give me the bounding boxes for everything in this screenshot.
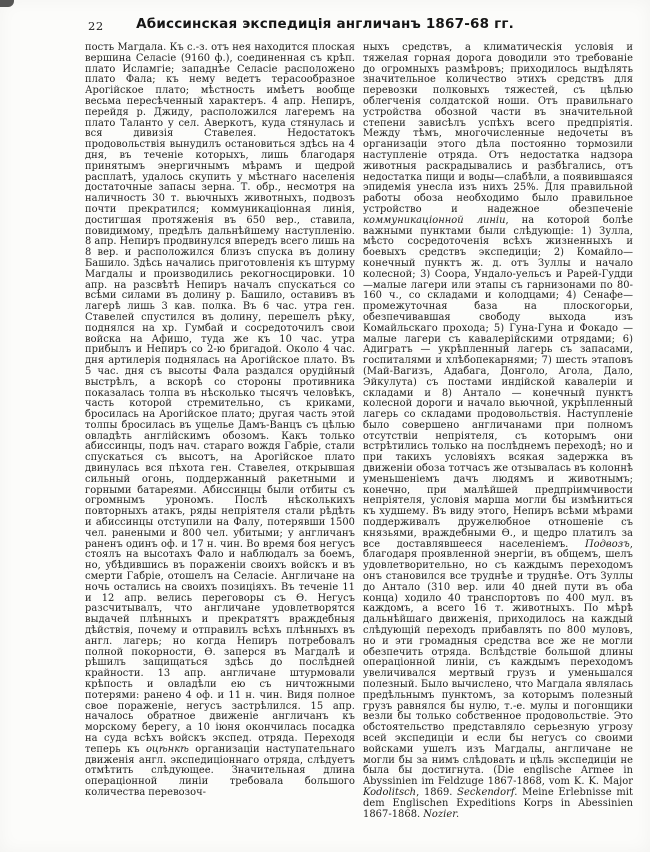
scan-artifact xyxy=(0,0,14,7)
text-column-left: пость Магдала. Къ с.-з. отъ нея находится плоская вершина Селасіе (9160 ф.), соединенная съ крѣп. плато Исламгіе; западнѣе Селасіе расположено плато Фала; къ нему ведетъ терасообразное Арогійское плато; мѣстность имѣетъ вообще весьма пересѣченный характеръ. 4 апр. Непиръ, перейдя р. Джиду, расположился лагеремъ на плато Таланто у сел. Аверкотъ, куда стянулась и вся дивизія Ставелея. Недостатокъ продовольствія вынудилъ остановиться здѣсь на 4 дня, въ теченіе которыхъ, лишь благодаря принятымъ энергичнымъ мѣрамъ и щедрой расплатѣ, удалось скупить у мѣстнаго населенія достаточные запасы зерна. Т. обр., несмотря на наличность 30 т. вьючныхъ животныхъ, подвозъ почти прекратился; коммуникаціонная линія, достигшая протяженія въ 650 вер., ставила, повидимому, предѣлъ дальнѣйшему наступленію. 8 апр. Непиръ продвинулся впередъ всего лишь на 8 вер. и расположился близъ спуска въ долину Башило. Здѣсь начались приготовленія къ штурму Магдалы и производились рекогносцировки. 10 апр. на разсвѣтѣ Непиръ началъ спускаться со всѣми силами въ долину р. Башило, оставивъ въ лагерѣ лишь 3 кав. полка. Въ 6 час. утра ген. Ставелей спустился въ долину, перешелъ рѣку, поднялся на хр. Гумбай и сосредоточилъ свои войска на Афишо, туда же къ 10 час. утра прибылъ и Непиръ со 2-ю бригадой. Около 4 час. дня артилерія поднялась на Арогійское плато. Въ 5 час. дня съ высоты Фала раздался орудійный выстрѣлъ, а вскорѣ со стороны противника показалась толпа въ нѣсколько тысячъ человѣкъ, часть которой стремительно, съ криками, бросилась на Арогійское плато; другая часть этой толпы бросилась въ ущелье Дамъ-Ванцъ съ цѣлью овладѣть англійскимъ обозомъ. Какъ только абиссинцы, подъ нач. стараго вождя Габріе, стали спускаться съ высотъ, на Арогійское плато двинулась вся пѣхота ген. Ставелея, открывшая сильный огонь, поддержанный ракетными и горными батареями. Абиссинцы были отбиты съ огромнымъ урономъ. Послѣ нѣсколькихъ повторныхъ атакъ, ряды непріятеля стали рѣдѣть и абиссинцы отступили на Фалу, потерявши 1500 чел. ранеными и 800 чел. убитыми; у англичанъ раненъ одинъ оф. и 17 н. чин. Во время боя негусъ стоялъ на высотахъ Фало и наблюдалъ за боемъ, но, убѣдившись въ пораженіи своихъ войскъ и въ смерти Габріе, отошелъ на Селасіе. Англичане на ночь остались на своихъ позиціяхъ. Въ теченіе 11 и 12 апр. велись переговоры съ Ѳ. Негусъ разсчитывалъ, что англичане удовлетворятся выдачей плѣнныхъ и прекратятъ враждебныя дѣйствія, почему и отправилъ всѣхъ плѣнныхъ въ англ. лагерь; но когда Непиръ потребовалъ полной покорности, Ѳ. заперся въ Магдалѣ и рѣшилъ защищаться здѣсь до послѣдней крайности. 13 апр. англичане штурмовали крѣпость и овладѣли ею съ ничтожными потерями: ранено 4 оф. и 11 н. чин. Видя полное свое пораженіе, негусъ застрѣлился. 15 апр. началось обратное движеніе англичанъ къ морскому берегу, а 10 іюня окончилась посадка на суда всѣхъ войскъ экспед. отряда. Переходя теперь къ оцѣнкѣ организаціи наступательнаго движенія англ. экспедиціоннаго отряда, слѣдуетъ отмѣтить слѣдующее. Значительная длина операціонной линіи требовала большого количества перевозоч- xyxy=(85,42,355,798)
page-number: 22 xyxy=(88,19,104,33)
text-column-right: ныхъ средствъ, а климатическія условія и тяжелая горная дорога доводили это требованіе до огромныхъ размѣровъ; приходилось выдѣлять значительное количество этихъ средствъ для перевозки полковыхъ тяжестей, съ цѣлью облегченія солдатской ноши. Отъ правильнаго устройства обозной части въ значительной степени зависѣлъ успѣхъ всего предпріятія. Между тѣмъ, многочисленные недочеты въ организаціи этого дѣла постоянно тормозили наступленіе отряда. Отъ недостатка надзора животныя раскрадывались и разбѣгались, отъ недостатка пищи и воды—слабѣли, а появившаяся эпидемія унесла изъ нихъ 25%. Для правильной работы обоза необходимо было правильное устройство и надежное обезпеченіе коммуникаціонной линіи, на которой болѣе важными пунктами были слѣдующіе: 1) Зулла, мѣсто сосредоточенія всѣхъ жизненныхъ и боевыхъ средствъ экспедиціи; 2) Комайло—конечный пунктъ ж. д. отъ Зуллы и начало колесной; 3) Соора, Ундало-уельсъ и Рарей-Гудди—малые лагери или этапы съ гарнизонами по 80-160 ч., со складами и колодцами; 4) Сенафе—промежуточная база на плоскогорьи, обезпечивавшая свободу выхода изъ Комайльскаго прохода; 5) Гуна-Гуна и Фокадо — малые лагери съ кавалерійскими отрядами; 6) Адигратъ — укрѣпленный лагерь съ запасами, госпиталями и хлѣбопекарнями; 7) шесть этаповъ (Май-Вагизъ, Адабага, Донголо, Агола, Дало, Эйкулута) съ постами индійской кавалеріи и складами и 8) Антало — конечный пунктъ колесной дороги и начало вьючной, укрѣпленный лагерь со складами продовольствія. Наступленіе было совершено англичанами при полномъ отсутствіи непріятеля, съ которымъ они встрѣтились только на послѣднемъ переходѣ; но и при такихъ условіяхъ всякая задержка въ движеніи обоза тотчасъ же отзывалась въ колоннѣ уменьшеніемъ дачъ людямъ и животнымъ; конечно, при малѣйшей предпріимчивости непріятеля, условія марша могли бы измѣниться къ худшему. Въ виду этого, Непиръ всѣми мѣрами поддерживалъ дружелюбное отношеніе съ князьями, враждебными Ѳ., и щедро платилъ за все доставлявшееся населеніемъ. Подвозъ, благодаря проявленной энергіи, въ общемъ, шелъ удовлетворительно, но съ каждымъ переходомъ онъ становился все труднѣе и труднѣе. Отъ Зуллы до Антало (310 вер. или 40 дней пути въ оба конца) ходило 40 транспортовъ по 400 мул. въ каждомъ, а всего 16 т. животныхъ. По мѣрѣ дальнѣйшаго движенія, приходилось на каждый слѣдующій переходъ прибавлять по 800 муловъ, но и эти громадныя средства все же не могли обезпечить отряда. Вслѣдствіе большой длины операціонной линіи, съ каждымъ переходомъ увеличивался мертвый грузъ и уменьшался полезный. Было вычислено, что Магдала являлась предѣльнымъ пунктомъ, за которымъ полезный грузъ равнялся бы нулю, т.-е. мулы и погонщики везли бы только собственное продовольствіе. Это обстоятельство представляло серьезную угрозу всей экспедиціи и если бы негусъ со своими войсками ушелъ изъ Магдалы, англичане не могли бы за нимъ слѣдовать и цѣль экспедиціи не была бы достигнута. (Die englische Armee in Abyssinien im Feldzuge 1867-1868, vom K. K. Major Kodolitsch, 1869. Seckendorf. Meine Erlebnisse mit dem Englischen Expeditions Korps in Abessinien 1867-1868. Nozier. xyxy=(363,42,633,820)
article-title: Абиссинская экспедиція англичанъ 1867-68 гг. xyxy=(136,16,514,32)
page-header-row xyxy=(0,16,650,38)
text-block xyxy=(85,43,633,820)
